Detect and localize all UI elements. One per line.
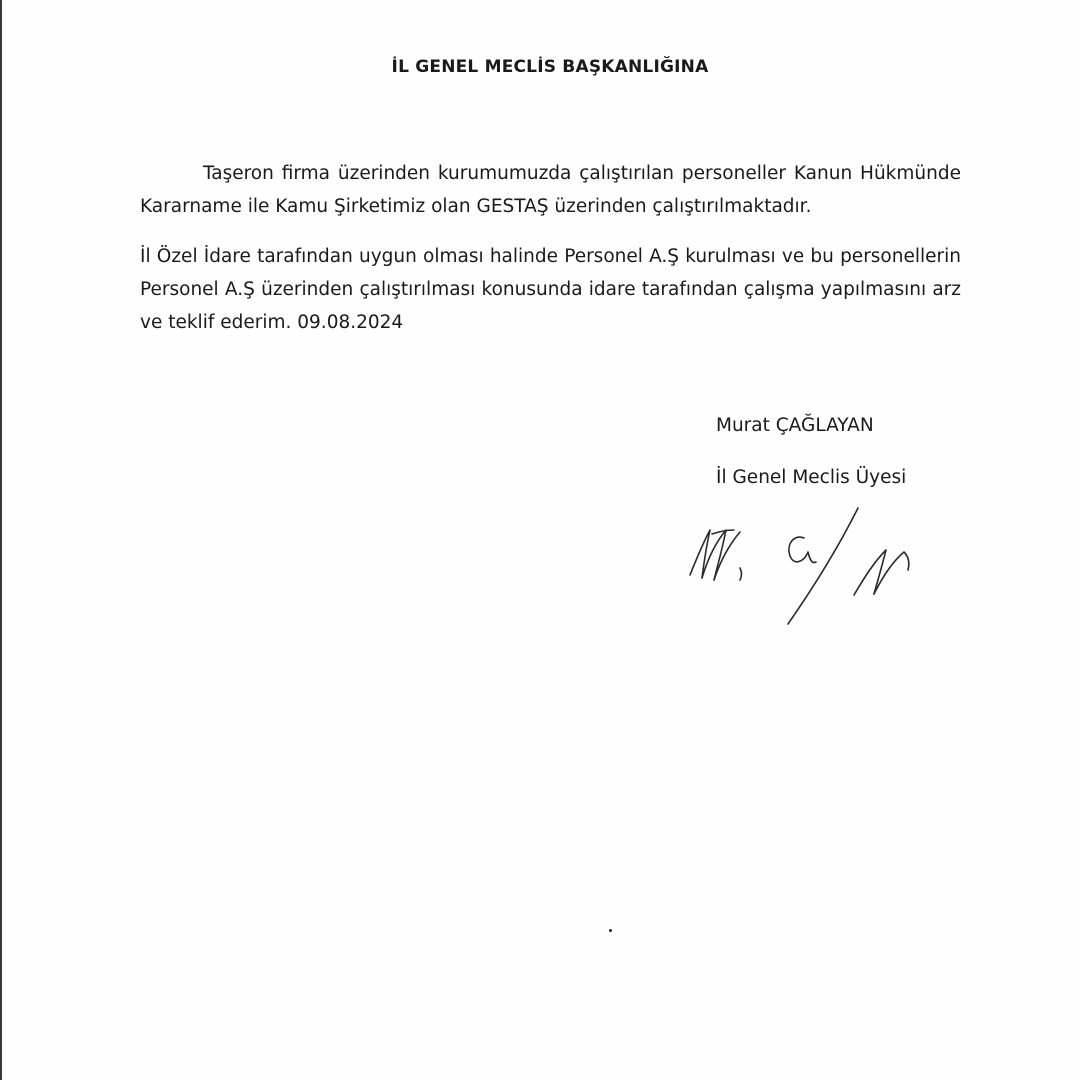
signature-block <box>716 409 906 494</box>
stray-dot <box>609 929 612 932</box>
document-title: İL GENEL MECLİS BAŞKANLIĞINA <box>391 57 709 77</box>
signer-name: Murat ÇAĞLAYAN <box>716 415 874 436</box>
paragraph-1: Taşeron firma üzerinden kurumumuzda çalıştırılan personeller Kanun Hükmünde Kararname ile Kamu Şirketimiz olan GESTAŞ üzerinden çalıştırılmaktadır. <box>140 163 961 217</box>
paragraph-2: İl Özel İdare tarafından uygun olması halinde Personel A.Ş kurulması ve bu personellerin Personel A.Ş üzerinden çalıştırılması konusunda idare tarafından çalışma yapılmasını arz ve teklif ederim. 09.08.2024 <box>140 246 961 333</box>
signer-role: İl Genel Meclis Üyesi <box>716 467 907 488</box>
handwritten-signature <box>682 500 932 630</box>
page-edge-line <box>0 0 2 1080</box>
